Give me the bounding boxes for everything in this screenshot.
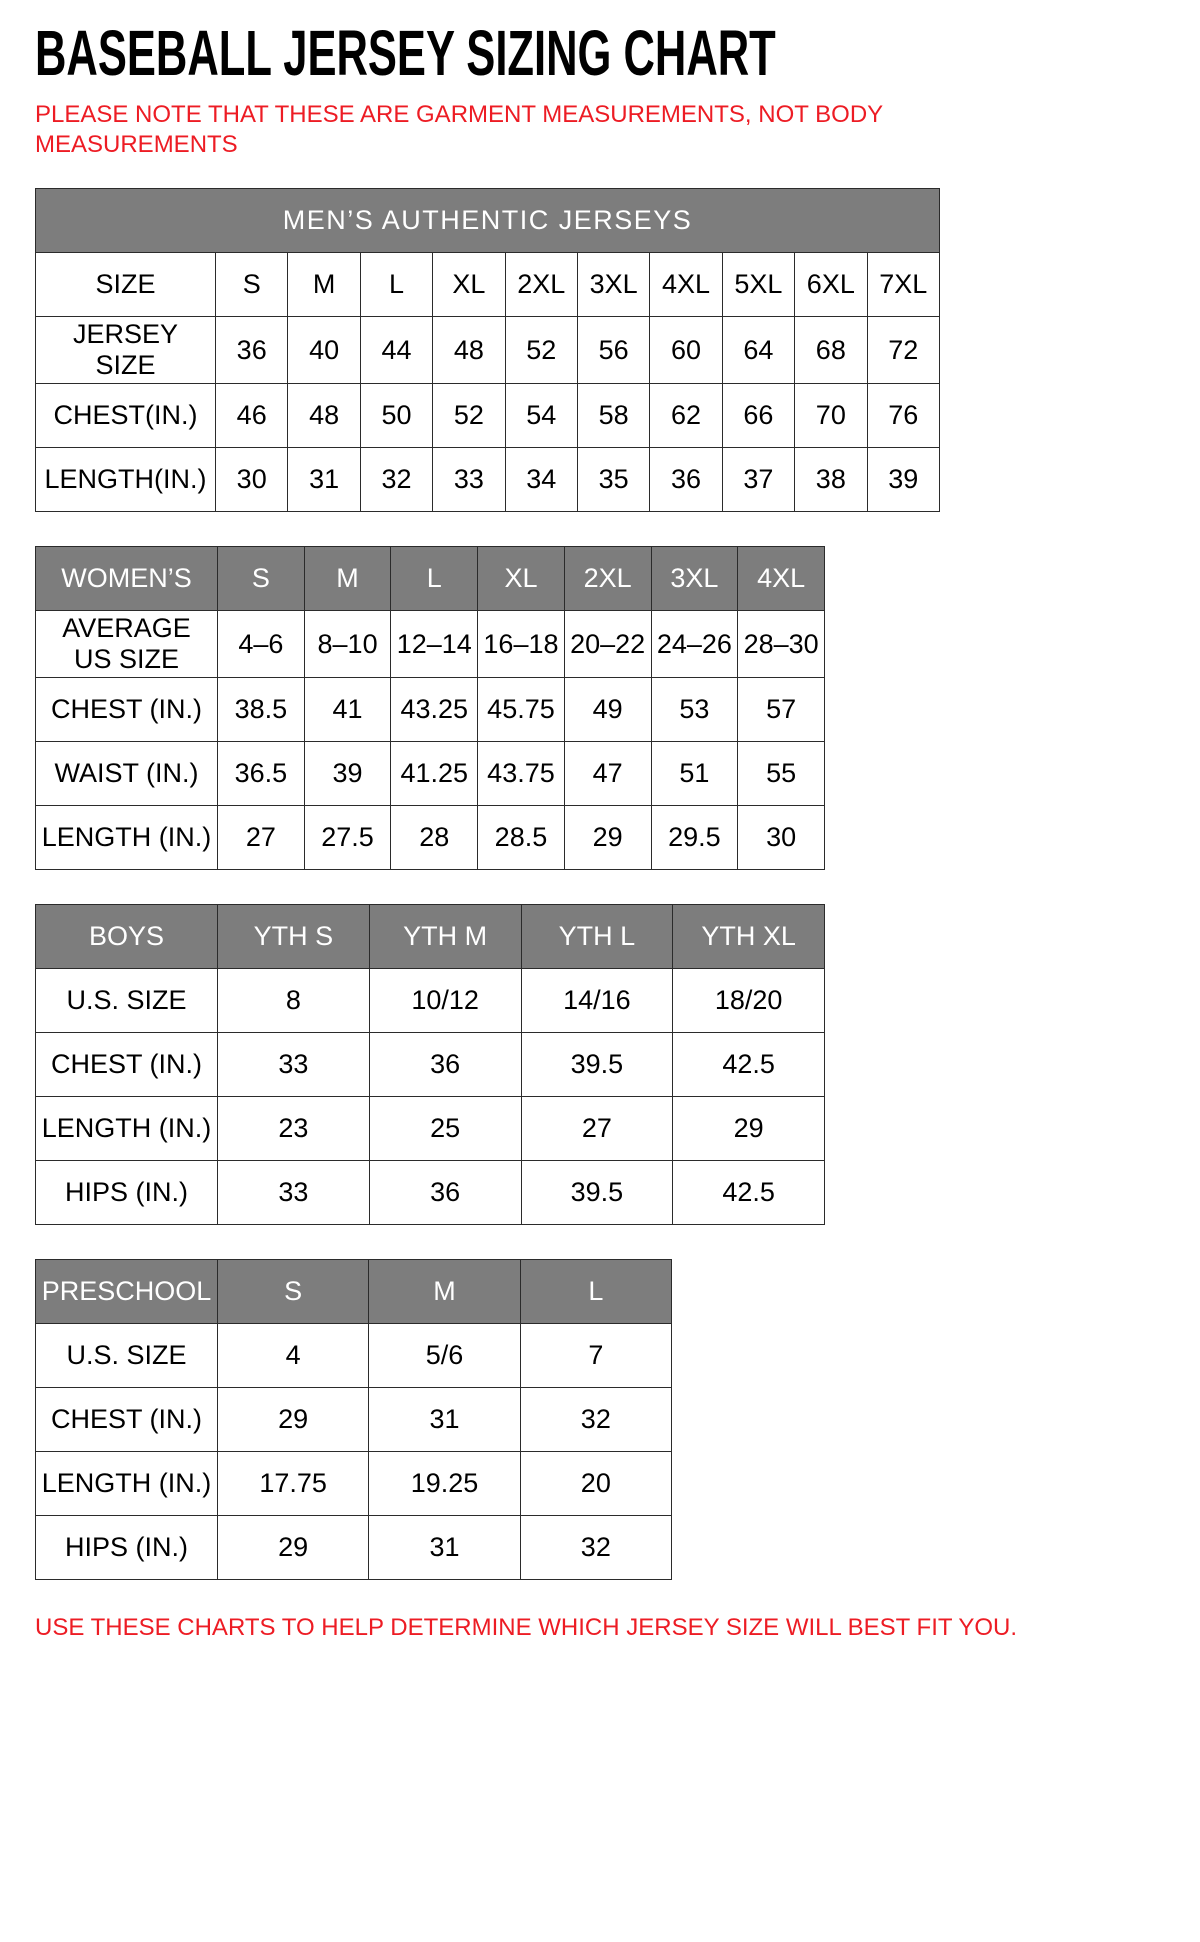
row-label-cell: CHEST(IN.) bbox=[36, 384, 216, 448]
value-cell: L bbox=[360, 253, 432, 317]
header-cell: BOYS bbox=[36, 905, 218, 969]
row-label-cell: CHEST (IN.) bbox=[36, 1388, 218, 1452]
value-cell: 27 bbox=[218, 806, 305, 870]
value-cell: 43.25 bbox=[391, 678, 478, 742]
value-cell: 43.75 bbox=[478, 742, 565, 806]
mens-authentic-jerseys-table bbox=[35, 188, 940, 512]
mens-authentic-jerseys-banner: MEN’S AUTHENTIC JERSEYS bbox=[36, 189, 940, 253]
value-cell: 17.75 bbox=[218, 1452, 369, 1516]
value-cell: 37 bbox=[722, 448, 794, 512]
table-row bbox=[36, 611, 825, 678]
boys-table bbox=[35, 904, 825, 1225]
header-cell: XL bbox=[478, 547, 565, 611]
value-cell: 32 bbox=[520, 1388, 671, 1452]
value-cell: 7XL bbox=[867, 253, 939, 317]
value-cell: 29 bbox=[564, 806, 651, 870]
table-row bbox=[36, 1033, 825, 1097]
value-cell: 53 bbox=[651, 678, 738, 742]
value-cell: 30 bbox=[216, 448, 288, 512]
row-label-cell: CHEST (IN.) bbox=[36, 1033, 218, 1097]
value-cell: 34 bbox=[505, 448, 577, 512]
preschool-table bbox=[35, 1259, 672, 1580]
value-cell: 39 bbox=[867, 448, 939, 512]
row-label-cell: LENGTH(IN.) bbox=[36, 448, 216, 512]
value-cell: 54 bbox=[505, 384, 577, 448]
value-cell: 29 bbox=[673, 1097, 825, 1161]
row-label-cell: U.S. SIZE bbox=[36, 1324, 218, 1388]
value-cell: XL bbox=[433, 253, 505, 317]
garment-measurement-note: PLEASE NOTE THAT THESE ARE GARMENT MEASUREMENTS, NOT BODY MEASUREMENTS bbox=[35, 101, 883, 158]
value-cell: 46 bbox=[216, 384, 288, 448]
womens-table bbox=[35, 546, 825, 870]
value-cell: 56 bbox=[577, 317, 649, 384]
header-cell: L bbox=[520, 1260, 671, 1324]
table-header-row bbox=[36, 1260, 672, 1324]
value-cell: 27 bbox=[521, 1097, 673, 1161]
value-cell: 8–10 bbox=[304, 611, 391, 678]
value-cell: 5/6 bbox=[369, 1324, 520, 1388]
value-cell: 8 bbox=[218, 969, 370, 1033]
table-row bbox=[36, 742, 825, 806]
value-cell: 29 bbox=[218, 1516, 369, 1580]
value-cell: 4 bbox=[218, 1324, 369, 1388]
value-cell: 32 bbox=[360, 448, 432, 512]
value-cell: 39 bbox=[304, 742, 391, 806]
value-cell: 31 bbox=[369, 1516, 520, 1580]
header-cell: 3XL bbox=[651, 547, 738, 611]
header-cell: YTH S bbox=[218, 905, 370, 969]
value-cell: 4–6 bbox=[218, 611, 305, 678]
value-cell: 31 bbox=[369, 1388, 520, 1452]
value-cell: 58 bbox=[577, 384, 649, 448]
table-row bbox=[36, 1161, 825, 1225]
header-cell: M bbox=[304, 547, 391, 611]
header-cell: YTH XL bbox=[673, 905, 825, 969]
value-cell: 23 bbox=[218, 1097, 370, 1161]
value-cell: 66 bbox=[722, 384, 794, 448]
value-cell: 33 bbox=[218, 1161, 370, 1225]
value-cell: 38.5 bbox=[218, 678, 305, 742]
value-cell: 76 bbox=[867, 384, 939, 448]
value-cell: 29 bbox=[218, 1388, 369, 1452]
value-cell: 51 bbox=[651, 742, 738, 806]
value-cell: 30 bbox=[738, 806, 825, 870]
value-cell: 49 bbox=[564, 678, 651, 742]
table-row bbox=[36, 969, 825, 1033]
table-row bbox=[36, 448, 940, 512]
value-cell: 55 bbox=[738, 742, 825, 806]
row-label-cell: LENGTH (IN.) bbox=[36, 1097, 218, 1161]
value-cell: 36 bbox=[369, 1033, 521, 1097]
footer-note: USE THESE CHARTS TO HELP DETERMINE WHICH JERSEY SIZE WILL BEST FIT YOU. bbox=[35, 1614, 1018, 1642]
table-row bbox=[36, 678, 825, 742]
value-cell: 28.5 bbox=[478, 806, 565, 870]
table-row bbox=[36, 317, 940, 384]
header-cell: S bbox=[218, 1260, 369, 1324]
header-cell: 4XL bbox=[738, 547, 825, 611]
value-cell: 70 bbox=[795, 384, 867, 448]
header-cell: WOMEN’S bbox=[36, 547, 218, 611]
value-cell: 14/16 bbox=[521, 969, 673, 1033]
value-cell: 60 bbox=[650, 317, 722, 384]
value-cell: 48 bbox=[288, 384, 360, 448]
value-cell: 2XL bbox=[505, 253, 577, 317]
header-cell: YTH M bbox=[369, 905, 521, 969]
table-row bbox=[36, 1324, 672, 1388]
value-cell: 38 bbox=[795, 448, 867, 512]
table-row bbox=[36, 253, 940, 317]
value-cell: 36 bbox=[650, 448, 722, 512]
value-cell: 41.25 bbox=[391, 742, 478, 806]
row-label-cell: LENGTH (IN.) bbox=[36, 1452, 218, 1516]
row-label-cell: HIPS (IN.) bbox=[36, 1161, 218, 1225]
value-cell: 6XL bbox=[795, 253, 867, 317]
value-cell: 33 bbox=[218, 1033, 370, 1097]
table-row bbox=[36, 1452, 672, 1516]
value-cell: 20 bbox=[520, 1452, 671, 1516]
value-cell: 3XL bbox=[577, 253, 649, 317]
value-cell: 35 bbox=[577, 448, 649, 512]
value-cell: 39.5 bbox=[521, 1161, 673, 1225]
value-cell: 27.5 bbox=[304, 806, 391, 870]
value-cell: 31 bbox=[288, 448, 360, 512]
table-row bbox=[36, 1388, 672, 1452]
value-cell: 28–30 bbox=[738, 611, 825, 678]
row-label-cell: HIPS (IN.) bbox=[36, 1516, 218, 1580]
value-cell: 29.5 bbox=[651, 806, 738, 870]
value-cell: 5XL bbox=[722, 253, 794, 317]
value-cell: 28 bbox=[391, 806, 478, 870]
value-cell: 12–14 bbox=[391, 611, 478, 678]
row-label-cell: LENGTH (IN.) bbox=[36, 806, 218, 870]
value-cell: 41 bbox=[304, 678, 391, 742]
value-cell: M bbox=[288, 253, 360, 317]
header-cell: L bbox=[391, 547, 478, 611]
value-cell: 18/20 bbox=[673, 969, 825, 1033]
value-cell: 50 bbox=[360, 384, 432, 448]
value-cell: 32 bbox=[520, 1516, 671, 1580]
value-cell: 24–26 bbox=[651, 611, 738, 678]
row-label-cell: JERSEY SIZE bbox=[36, 317, 216, 384]
value-cell: 64 bbox=[722, 317, 794, 384]
value-cell: 57 bbox=[738, 678, 825, 742]
header-cell: S bbox=[218, 547, 305, 611]
value-cell: 10/12 bbox=[369, 969, 521, 1033]
value-cell: 45.75 bbox=[478, 678, 565, 742]
value-cell: 62 bbox=[650, 384, 722, 448]
value-cell: 20–22 bbox=[564, 611, 651, 678]
header-cell: M bbox=[369, 1260, 520, 1324]
table-row bbox=[36, 1097, 825, 1161]
table-banner-row bbox=[36, 189, 940, 253]
value-cell: 72 bbox=[867, 317, 939, 384]
value-cell: 42.5 bbox=[673, 1033, 825, 1097]
table-header-row bbox=[36, 905, 825, 969]
value-cell: 68 bbox=[795, 317, 867, 384]
value-cell: 39.5 bbox=[521, 1033, 673, 1097]
value-cell: 33 bbox=[433, 448, 505, 512]
table-row bbox=[36, 1516, 672, 1580]
value-cell: 52 bbox=[505, 317, 577, 384]
value-cell: 4XL bbox=[650, 253, 722, 317]
header-cell: PRESCHOOL bbox=[36, 1260, 218, 1324]
value-cell: 36.5 bbox=[218, 742, 305, 806]
row-label-cell: SIZE bbox=[36, 253, 216, 317]
row-label-cell: CHEST (IN.) bbox=[36, 678, 218, 742]
value-cell: 16–18 bbox=[478, 611, 565, 678]
value-cell: 47 bbox=[564, 742, 651, 806]
table-row bbox=[36, 384, 940, 448]
sizing-tables-container bbox=[35, 188, 1165, 1580]
value-cell: S bbox=[216, 253, 288, 317]
page-title: BASEBALL JERSEY SIZING CHART bbox=[35, 17, 776, 89]
value-cell: 40 bbox=[288, 317, 360, 384]
value-cell: 42.5 bbox=[673, 1161, 825, 1225]
row-label-cell: AVERAGE US SIZE bbox=[36, 611, 218, 678]
value-cell: 36 bbox=[369, 1161, 521, 1225]
row-label-cell: U.S. SIZE bbox=[36, 969, 218, 1033]
table-row bbox=[36, 806, 825, 870]
header-cell: YTH L bbox=[521, 905, 673, 969]
table-header-row bbox=[36, 547, 825, 611]
value-cell: 19.25 bbox=[369, 1452, 520, 1516]
header-cell: 2XL bbox=[564, 547, 651, 611]
row-label-cell: WAIST (IN.) bbox=[36, 742, 218, 806]
value-cell: 48 bbox=[433, 317, 505, 384]
value-cell: 44 bbox=[360, 317, 432, 384]
value-cell: 7 bbox=[520, 1324, 671, 1388]
value-cell: 52 bbox=[433, 384, 505, 448]
value-cell: 25 bbox=[369, 1097, 521, 1161]
value-cell: 36 bbox=[216, 317, 288, 384]
